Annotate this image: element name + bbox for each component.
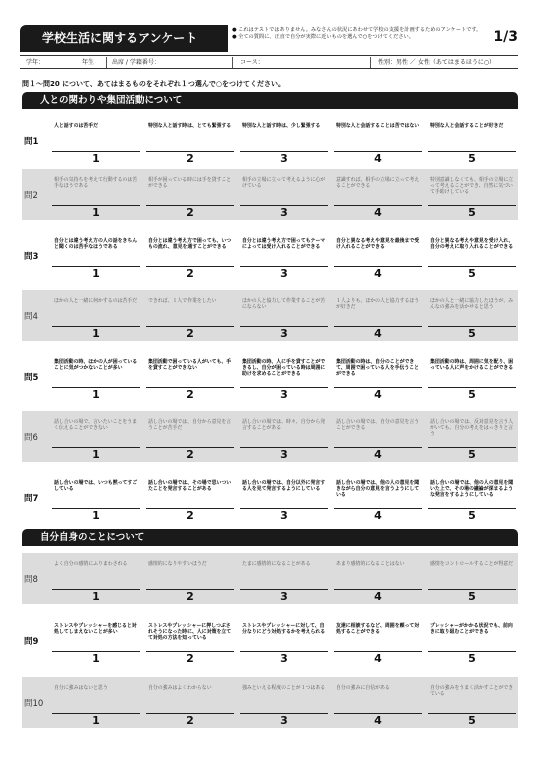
option-choice[interactable] bbox=[240, 230, 328, 281]
attendance-label: 出席 / 学籍番号： bbox=[112, 59, 160, 66]
option-choice[interactable] bbox=[334, 553, 422, 604]
option-number: 3 bbox=[280, 590, 288, 603]
question-row bbox=[22, 169, 518, 220]
option-number: 5 bbox=[468, 206, 476, 219]
question-row bbox=[22, 351, 518, 402]
option-number: 2 bbox=[186, 388, 194, 401]
question-row bbox=[22, 290, 518, 341]
question-label: 問9 bbox=[24, 637, 39, 647]
option-choice[interactable] bbox=[240, 677, 328, 728]
option-number: 2 bbox=[186, 206, 194, 219]
option-choice[interactable] bbox=[52, 351, 140, 402]
divider bbox=[232, 57, 233, 68]
option-choice[interactable] bbox=[52, 230, 140, 281]
option-number: 4 bbox=[374, 448, 382, 461]
option-number: 2 bbox=[186, 590, 194, 603]
option-text: 話し合いの場では、自分以外に発言する人を見て発言するようにしている bbox=[242, 480, 326, 493]
option-choice[interactable] bbox=[334, 411, 422, 462]
option-number: 1 bbox=[92, 206, 100, 219]
option-text: よく自分の感情にふりまわされる bbox=[54, 561, 128, 567]
option-number: 5 bbox=[468, 267, 476, 280]
header-note-2: ● 全ての質問に、正直で自分が実際に近いものを選んで○をつけてください。 bbox=[232, 34, 414, 40]
option-number: 4 bbox=[374, 590, 382, 603]
option-text: 自分と異なる考えや意見を受け入れ、自分の考えに取り入れることができる bbox=[430, 238, 514, 251]
option-choice[interactable] bbox=[146, 615, 234, 666]
option-number: 1 bbox=[92, 448, 100, 461]
option-choice[interactable] bbox=[52, 553, 140, 604]
option-text: 自分に強みはないと思う bbox=[54, 685, 108, 691]
option-choice[interactable] bbox=[52, 411, 140, 462]
option-text: ほかの人と一緒に協力したほうが、みんなの強みを活かせると思う bbox=[430, 298, 514, 311]
option-choice[interactable] bbox=[334, 615, 422, 666]
option-choice[interactable] bbox=[428, 230, 516, 281]
option-choice[interactable] bbox=[146, 351, 234, 402]
option-number: 5 bbox=[468, 152, 476, 165]
question-row bbox=[22, 472, 518, 523]
option-text: 特別な人と話す時は、とても緊張する bbox=[148, 123, 232, 129]
option-choice[interactable] bbox=[428, 553, 516, 604]
option-number: 4 bbox=[374, 388, 382, 401]
page-number: 1/3 bbox=[493, 29, 518, 45]
option-text: 話し合いの場では、いつも黙ってすごしている bbox=[54, 480, 138, 493]
student-info-bar bbox=[20, 55, 518, 69]
option-text: ほかの人と一緒に何かするのは苦手だ bbox=[54, 298, 138, 304]
option-choice[interactable] bbox=[146, 115, 234, 166]
option-text: 特別な人と会話することは苦ではない bbox=[336, 123, 420, 129]
option-text: 集団活動の時は、自分のことができて、周囲で困っている人を手伝うことができる bbox=[336, 359, 420, 378]
option-text: 友達に相談するなど、周囲を頼って対処することができる bbox=[336, 623, 420, 636]
course-label: コース： bbox=[240, 59, 264, 66]
option-number: 3 bbox=[280, 152, 288, 165]
section-title: 自分自身のことについて bbox=[22, 529, 518, 546]
option-choice[interactable] bbox=[428, 677, 516, 728]
option-choice[interactable] bbox=[428, 472, 516, 523]
option-text: 集団活動で困っている人がいても、手を貸すことができない bbox=[148, 359, 232, 372]
question-row bbox=[22, 115, 518, 166]
option-choice[interactable] bbox=[146, 230, 234, 281]
gender-label: 性別：男性 ／ 女性（あてはまるほうに○） bbox=[378, 59, 496, 66]
option-number: 1 bbox=[92, 388, 100, 401]
option-text: 話し合いの場では、自分の意見を言うことができる bbox=[336, 419, 420, 432]
option-choice[interactable] bbox=[334, 169, 422, 220]
option-text: 相手の立場に立って考えるように心がけている bbox=[242, 177, 326, 190]
question-label: 問2 bbox=[24, 191, 38, 201]
option-number: 4 bbox=[374, 509, 382, 522]
option-choice[interactable] bbox=[146, 169, 234, 220]
option-text: あまり感情的になることはない bbox=[336, 561, 405, 567]
option-number: 5 bbox=[468, 590, 476, 603]
option-number: 2 bbox=[186, 714, 194, 727]
question-label: 問10 bbox=[24, 699, 44, 709]
student-no-label: 学年： bbox=[26, 59, 45, 66]
option-choice[interactable] bbox=[334, 290, 422, 341]
option-text: 強みといえる程度のことが１つはある bbox=[242, 685, 326, 691]
survey-title: 学校生活に関するアンケート bbox=[20, 25, 228, 52]
option-number: 4 bbox=[374, 327, 382, 340]
option-number: 2 bbox=[186, 652, 194, 665]
option-number: 2 bbox=[186, 267, 194, 280]
option-choice[interactable] bbox=[240, 169, 328, 220]
option-number: 5 bbox=[468, 509, 476, 522]
option-choice[interactable] bbox=[146, 411, 234, 462]
option-choice[interactable] bbox=[240, 411, 328, 462]
option-number: 4 bbox=[374, 152, 382, 165]
option-text: 自分とは違う考え方で困っても、いつもの流れ、意見を通すことができる bbox=[148, 238, 232, 251]
option-text: 話し合いの場では、時々、自分から発言することがある bbox=[242, 419, 326, 432]
option-text: 感情的になりやすいほうだ bbox=[148, 561, 207, 567]
option-number: 2 bbox=[186, 509, 194, 522]
option-number: 4 bbox=[374, 267, 382, 280]
divider bbox=[370, 57, 371, 68]
option-number: 3 bbox=[280, 206, 288, 219]
option-text: 特別な人と会話することが好きだ bbox=[430, 123, 504, 129]
option-number: 2 bbox=[186, 327, 194, 340]
instruction-text: 問１～問20 について、あてはまるものをそれぞれ１つ選んで○をつけてください。 bbox=[22, 80, 286, 88]
option-text: プレッシャーがかかる状況でも、前向きに取り組むことができる bbox=[430, 623, 513, 636]
option-text: １人よりも、ほかの人と協力するほうが好きだ bbox=[336, 298, 420, 311]
question-row bbox=[22, 615, 518, 666]
option-choice[interactable] bbox=[428, 115, 516, 166]
option-number: 3 bbox=[280, 388, 288, 401]
option-text: 相手の気持ちを考えて行動するのは苦手なほうである bbox=[54, 177, 138, 190]
option-choice[interactable] bbox=[428, 615, 516, 666]
option-choice[interactable] bbox=[240, 472, 328, 523]
option-number: 5 bbox=[468, 714, 476, 727]
option-choice[interactable] bbox=[334, 230, 422, 281]
question-label: 問1 bbox=[24, 137, 39, 147]
question-label: 問5 bbox=[24, 373, 39, 383]
option-choice[interactable] bbox=[240, 351, 328, 402]
header-note-1: ● これはテストではありません。みなさんの状況にあわせて学校の支援を計画するためのアンケートです。 bbox=[232, 27, 482, 33]
option-number: 4 bbox=[374, 206, 382, 219]
option-number: 5 bbox=[468, 652, 476, 665]
option-choice[interactable] bbox=[146, 290, 234, 341]
option-text: 集団活動の時、ほかの人が困っていることに気がつかないことが多い bbox=[54, 359, 138, 372]
option-number: 3 bbox=[280, 714, 288, 727]
option-choice[interactable] bbox=[240, 553, 328, 604]
option-choice[interactable] bbox=[146, 553, 234, 604]
option-text: 自分の強みをうまく活かすことができている bbox=[430, 685, 514, 698]
option-choice[interactable] bbox=[240, 615, 328, 666]
option-number: 3 bbox=[280, 327, 288, 340]
question-label: 問3 bbox=[24, 252, 39, 262]
option-choice[interactable] bbox=[334, 351, 422, 402]
option-text: できれば、１人で作業をしたい bbox=[148, 298, 217, 304]
option-number: 2 bbox=[186, 448, 194, 461]
option-text: 話し合いの場では、反対意見を言う人がいても、自分の考えをはっきりと言う bbox=[430, 419, 514, 438]
option-choice[interactable] bbox=[240, 115, 328, 166]
option-number: 1 bbox=[92, 590, 100, 603]
option-text: 人と話すのは苦手だ bbox=[54, 123, 99, 129]
option-text: 特別意識しなくても、相手の立場に立って考えることができ、自然に気づいて手助けしている bbox=[430, 177, 514, 196]
option-text: 話し合いの場では、他の人の意見を聞きながら自分の意見を言うようにしている bbox=[336, 480, 420, 499]
option-choice[interactable] bbox=[428, 290, 516, 341]
option-text: 特別な人と話す時は、少し緊張する bbox=[242, 123, 321, 129]
option-number: 3 bbox=[280, 652, 288, 665]
option-number: 5 bbox=[468, 388, 476, 401]
question-row bbox=[22, 677, 518, 728]
option-text: 感情をコントロールすることが得意だ bbox=[430, 561, 514, 567]
option-text: 集団活動の時は、周囲に気を配り、困っている人に声をかけることができる bbox=[430, 359, 514, 372]
option-number: 1 bbox=[92, 652, 100, 665]
option-choice[interactable] bbox=[240, 290, 328, 341]
option-choice[interactable] bbox=[52, 115, 140, 166]
option-text: 話し合いの場では、他の人の意見を聞いた上で、その場の議論が深まるような発言をするようにしている bbox=[430, 480, 514, 499]
option-text: 話し合いの場で、言いたいことをうまく伝えることができない bbox=[54, 419, 138, 432]
option-text: 自分とは違う考え方で困ってもテーマによっては受け入れることができる bbox=[242, 238, 326, 251]
option-choice[interactable] bbox=[52, 677, 140, 728]
question-label: 問6 bbox=[24, 433, 38, 443]
option-text: ほかの人と協力して作業することが苦にならない bbox=[242, 298, 326, 311]
option-number: 2 bbox=[186, 152, 194, 165]
option-text: ストレスやプレッシャーに対して、自分なりにどう対処するかを考えられる bbox=[242, 623, 326, 636]
option-choice[interactable] bbox=[52, 290, 140, 341]
option-text: 意識すれば、相手の立場に立って考えることができる bbox=[336, 177, 420, 190]
option-choice[interactable] bbox=[52, 615, 140, 666]
grade-label: 年生 bbox=[82, 59, 95, 66]
option-choice[interactable] bbox=[334, 472, 422, 523]
option-choice[interactable] bbox=[146, 472, 234, 523]
option-number: 1 bbox=[92, 714, 100, 727]
question-label: 問7 bbox=[24, 494, 39, 504]
option-text: たまに感情的になることがある bbox=[242, 561, 311, 567]
option-text: 集団活動の時、人に手を貸すことができるし、自分が困っている時は周囲に助けを求めることができる bbox=[242, 359, 326, 378]
option-number: 1 bbox=[92, 509, 100, 522]
option-number: 1 bbox=[92, 152, 100, 165]
question-row bbox=[22, 553, 518, 604]
question-label: 問4 bbox=[24, 312, 38, 322]
question-label: 問8 bbox=[24, 575, 38, 585]
option-choice[interactable] bbox=[146, 677, 234, 728]
option-choice[interactable] bbox=[334, 677, 422, 728]
option-text: 自分と異なる考えや意見を最後まで受け入れることができる bbox=[336, 238, 420, 251]
option-number: 3 bbox=[280, 448, 288, 461]
option-text: 自分の強みに自信がある bbox=[336, 685, 390, 691]
divider bbox=[106, 57, 107, 68]
option-number: 5 bbox=[468, 448, 476, 461]
option-text: ストレスやプレッシャーを感じると対処してしまえないことが多い bbox=[54, 623, 137, 636]
option-number: 3 bbox=[280, 267, 288, 280]
option-number: 4 bbox=[374, 714, 382, 727]
option-number: 3 bbox=[280, 509, 288, 522]
option-choice[interactable] bbox=[428, 169, 516, 220]
option-text: ストレスやプレッシャーに押しつぶされそうになった時に、人に対策を立てて対処の方法を知っている bbox=[148, 623, 232, 642]
option-choice[interactable] bbox=[52, 169, 140, 220]
option-choice[interactable] bbox=[334, 115, 422, 166]
header-notes bbox=[232, 27, 500, 41]
option-number: 4 bbox=[374, 652, 382, 665]
option-text: 自分とは違う考え方の人の話をきちんと聞くのは苦手なほうである bbox=[54, 238, 138, 251]
option-text: 話し合いの場では、その場で思いついたことを発言することがある bbox=[148, 480, 232, 493]
question-row bbox=[22, 411, 518, 462]
option-number: 1 bbox=[92, 267, 100, 280]
header bbox=[20, 25, 518, 52]
option-text: 話し合いの場では、自分から意見を言うことが苦手だ bbox=[148, 419, 232, 432]
option-choice[interactable] bbox=[428, 411, 516, 462]
option-choice[interactable] bbox=[428, 351, 516, 402]
option-text: 自分の強みはよくわからない bbox=[148, 685, 212, 691]
option-choice[interactable] bbox=[52, 472, 140, 523]
option-number: 1 bbox=[92, 327, 100, 340]
question-row bbox=[22, 230, 518, 281]
option-number: 5 bbox=[468, 327, 476, 340]
option-text: 相手が困っている時には手を貸すことができる bbox=[148, 177, 232, 190]
section-title: 人との関わりや集団活動について bbox=[22, 92, 518, 109]
